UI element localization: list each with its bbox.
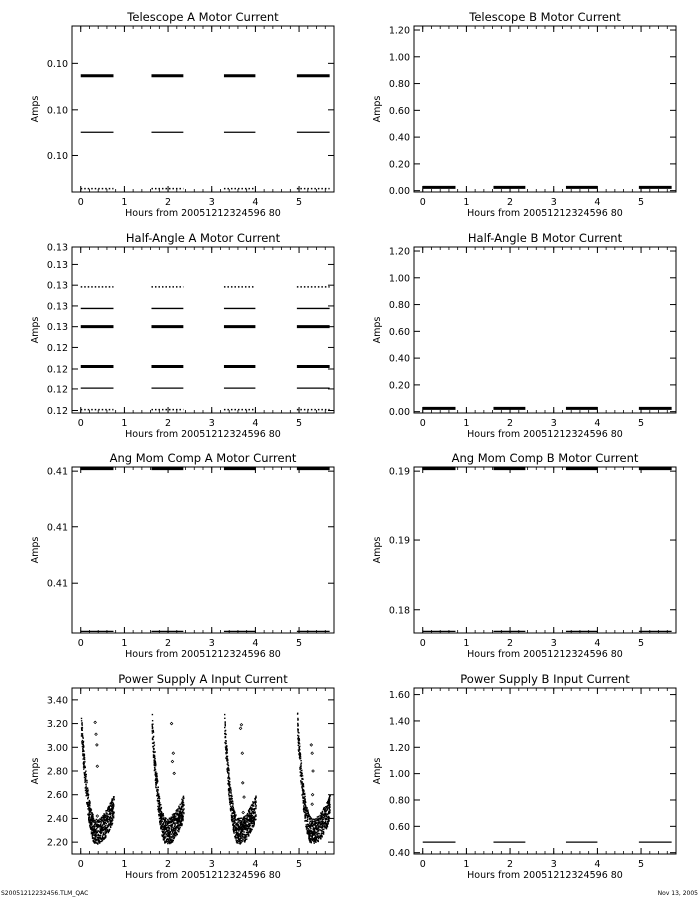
y-tick-label: 0.13 (46, 242, 68, 254)
x-tick-label: 4 (594, 638, 601, 649)
y-axis-label: Amps (30, 757, 41, 785)
y-tick-label: 0.80 (388, 795, 410, 807)
y-tick-label: 0.13 (46, 322, 68, 334)
data-point (310, 744, 313, 747)
chart-panel (372, 672, 676, 881)
chart-panel (30, 451, 334, 660)
y-tick-label: 0.10 (46, 105, 68, 117)
y-tick-label: 0.20 (388, 380, 410, 392)
y-tick-label: 0.00 (388, 186, 410, 198)
chart-panel (30, 672, 334, 881)
y-axis-label: Amps (30, 536, 41, 564)
y-tick-label: 0.80 (388, 79, 410, 91)
chart-panel (372, 10, 676, 219)
data-cloud (152, 714, 185, 844)
x-tick-label: 5 (296, 638, 303, 649)
data-series (81, 287, 330, 410)
data-point (172, 752, 175, 755)
x-tick-label: 0 (77, 197, 84, 208)
data-series (81, 76, 330, 189)
y-tick-label: 2.20 (46, 837, 68, 849)
y-tick-label: 0.41 (46, 466, 68, 478)
y-tick-label: 3.20 (46, 719, 68, 731)
y-tick-label: 1.00 (388, 52, 410, 64)
x-tick-label: 0 (419, 418, 426, 429)
data-point (241, 752, 244, 755)
x-tick-label: 2 (507, 197, 514, 208)
chart-title: Ang Mom Comp A Motor Current (109, 451, 297, 465)
x-tick-label: 3 (550, 418, 557, 429)
data-point (96, 765, 99, 768)
y-tick-label: 0.10 (46, 150, 68, 162)
data-point (240, 723, 243, 726)
data-cloud (297, 713, 331, 844)
data-point (311, 793, 314, 796)
data-series (423, 469, 672, 632)
y-tick-label: 1.40 (388, 716, 410, 728)
y-tick-label: 0.41 (46, 522, 68, 534)
y-tick-label: 1.20 (388, 246, 410, 258)
y-axis-label: Amps (30, 95, 41, 123)
data-point (241, 782, 244, 785)
y-tick-label: 0.19 (388, 466, 410, 478)
x-axis-label: Hours from 20051212324596 80 (125, 429, 281, 440)
x-tick-label: 0 (77, 859, 84, 870)
chart-panel (30, 231, 334, 440)
y-tick-label: 0.40 (388, 353, 410, 365)
x-tick-label: 1 (121, 859, 128, 870)
data-point (311, 752, 314, 755)
data-point (170, 722, 173, 725)
y-tick-label: 2.40 (46, 813, 68, 825)
y-tick-label: 0.10 (46, 58, 68, 70)
chart-panel (30, 10, 334, 219)
y-tick-label: 0.00 (388, 407, 410, 419)
y-tick-label: 0.12 (46, 406, 68, 418)
x-tick-label: 4 (252, 418, 259, 429)
data-point (95, 733, 98, 736)
data-cloud (224, 714, 257, 845)
x-tick-label: 5 (638, 859, 645, 870)
x-axis-label: Hours from 20051212324596 80 (467, 208, 623, 219)
plot-frame (72, 688, 334, 854)
chart-title: Half-Angle A Motor Current (125, 231, 281, 245)
x-tick-label: 1 (121, 197, 128, 208)
plot-frame (414, 247, 676, 413)
y-tick-label: 2.80 (46, 766, 68, 778)
x-tick-label: 3 (208, 197, 215, 208)
data-point (94, 721, 97, 724)
y-axis-label: Amps (372, 757, 383, 785)
y-tick-label: 3.40 (46, 695, 68, 707)
y-axis-label: Amps (30, 316, 41, 344)
y-tick-label: 0.19 (388, 535, 410, 547)
y-tick-label: 0.40 (388, 132, 410, 144)
y-tick-label: 1.60 (388, 690, 410, 702)
chart-title: Half-Angle B Motor Current (467, 231, 623, 245)
data-point (311, 803, 314, 806)
data-point (171, 760, 174, 763)
y-axis-label: Amps (372, 95, 383, 123)
plot-frame (414, 467, 676, 633)
data-point (173, 772, 176, 775)
x-tick-label: 1 (463, 638, 470, 649)
y-tick-label: 0.12 (46, 384, 68, 396)
x-tick-label: 5 (296, 859, 303, 870)
x-tick-label: 0 (419, 638, 426, 649)
x-tick-label: 0 (419, 859, 426, 870)
data-point (96, 744, 99, 747)
y-tick-label: 0.20 (388, 159, 410, 171)
x-tick-label: 1 (121, 638, 128, 649)
x-tick-label: 5 (638, 197, 645, 208)
data-point (96, 815, 99, 818)
data-point (239, 727, 242, 730)
x-tick-label: 3 (208, 418, 215, 429)
y-tick-label: 0.18 (388, 605, 410, 617)
x-tick-label: 5 (638, 418, 645, 429)
x-tick-label: 2 (165, 418, 172, 429)
x-axis-label: Hours from 20051212324596 80 (467, 649, 623, 660)
y-tick-label: 3.00 (46, 742, 68, 754)
x-tick-label: 4 (252, 197, 259, 208)
plot-frame (414, 688, 676, 854)
x-tick-label: 1 (121, 418, 128, 429)
y-tick-label: 0.80 (388, 300, 410, 312)
y-tick-label: 0.60 (388, 105, 410, 117)
x-tick-label: 0 (77, 638, 84, 649)
chart-panel (372, 231, 676, 440)
x-tick-label: 4 (594, 197, 601, 208)
data-series (81, 469, 330, 632)
chart-title: Telescope B Motor Current (469, 10, 621, 24)
data-point (243, 796, 246, 799)
x-tick-label: 1 (463, 418, 470, 429)
chart-title: Power Supply B Input Current (460, 672, 630, 686)
x-tick-label: 4 (252, 638, 259, 649)
x-tick-label: 4 (594, 859, 601, 870)
y-tick-label: 1.00 (388, 273, 410, 285)
x-tick-label: 1 (463, 197, 470, 208)
y-axis-label: Amps (372, 536, 383, 564)
plot-frame (72, 26, 334, 192)
data-series (81, 713, 331, 845)
y-tick-label: 0.13 (46, 301, 68, 313)
chart-panel (372, 451, 676, 660)
x-tick-label: 2 (507, 859, 514, 870)
x-axis-label: Hours from 20051212324596 80 (125, 870, 281, 881)
x-tick-label: 3 (208, 859, 215, 870)
x-axis-label: Hours from 20051212324596 80 (467, 429, 623, 440)
chart-title: Power Supply A Input Current (118, 672, 288, 686)
x-tick-label: 5 (296, 197, 303, 208)
y-tick-label: 1.00 (388, 769, 410, 781)
y-axis-label: Amps (372, 316, 383, 344)
footer-filename: S20051212232456.TLM_QAC (1, 890, 89, 897)
x-tick-label: 2 (165, 197, 172, 208)
y-tick-label: 0.40 (388, 848, 410, 860)
y-tick-label: 0.12 (46, 364, 68, 376)
chart-title: Telescope A Motor Current (127, 10, 279, 24)
footer-date: Nov 13, 2005 (657, 890, 698, 897)
x-tick-label: 2 (507, 638, 514, 649)
x-tick-label: 0 (77, 418, 84, 429)
data-cloud (81, 718, 115, 845)
x-tick-label: 3 (550, 859, 557, 870)
y-tick-label: 2.60 (46, 790, 68, 802)
x-tick-label: 0 (419, 197, 426, 208)
y-tick-label: 0.13 (46, 259, 68, 271)
x-axis-label: Hours from 20051212324596 80 (125, 649, 281, 660)
y-tick-label: 0.12 (46, 342, 68, 354)
y-tick-label: 0.60 (388, 821, 410, 833)
x-tick-label: 4 (252, 859, 259, 870)
x-axis-label: Hours from 20051212324596 80 (467, 870, 623, 881)
x-tick-label: 1 (463, 859, 470, 870)
x-tick-label: 5 (638, 638, 645, 649)
y-tick-label: 0.41 (46, 578, 68, 590)
x-tick-label: 2 (165, 859, 172, 870)
x-tick-label: 4 (594, 418, 601, 429)
x-tick-label: 2 (165, 638, 172, 649)
chart-title: Ang Mom Comp B Motor Current (451, 451, 639, 465)
x-tick-label: 3 (550, 638, 557, 649)
data-point (242, 811, 245, 814)
x-axis-label: Hours from 20051212324596 80 (125, 208, 281, 219)
plot-frame (72, 467, 334, 633)
y-tick-label: 0.13 (46, 280, 68, 292)
plot-frame (414, 26, 676, 192)
y-tick-label: 0.60 (388, 326, 410, 338)
y-tick-label: 1.20 (388, 742, 410, 754)
x-tick-label: 2 (507, 418, 514, 429)
x-tick-label: 5 (296, 418, 303, 429)
data-point (312, 770, 315, 773)
x-tick-label: 3 (550, 197, 557, 208)
y-tick-label: 1.20 (388, 25, 410, 37)
x-tick-label: 3 (208, 638, 215, 649)
